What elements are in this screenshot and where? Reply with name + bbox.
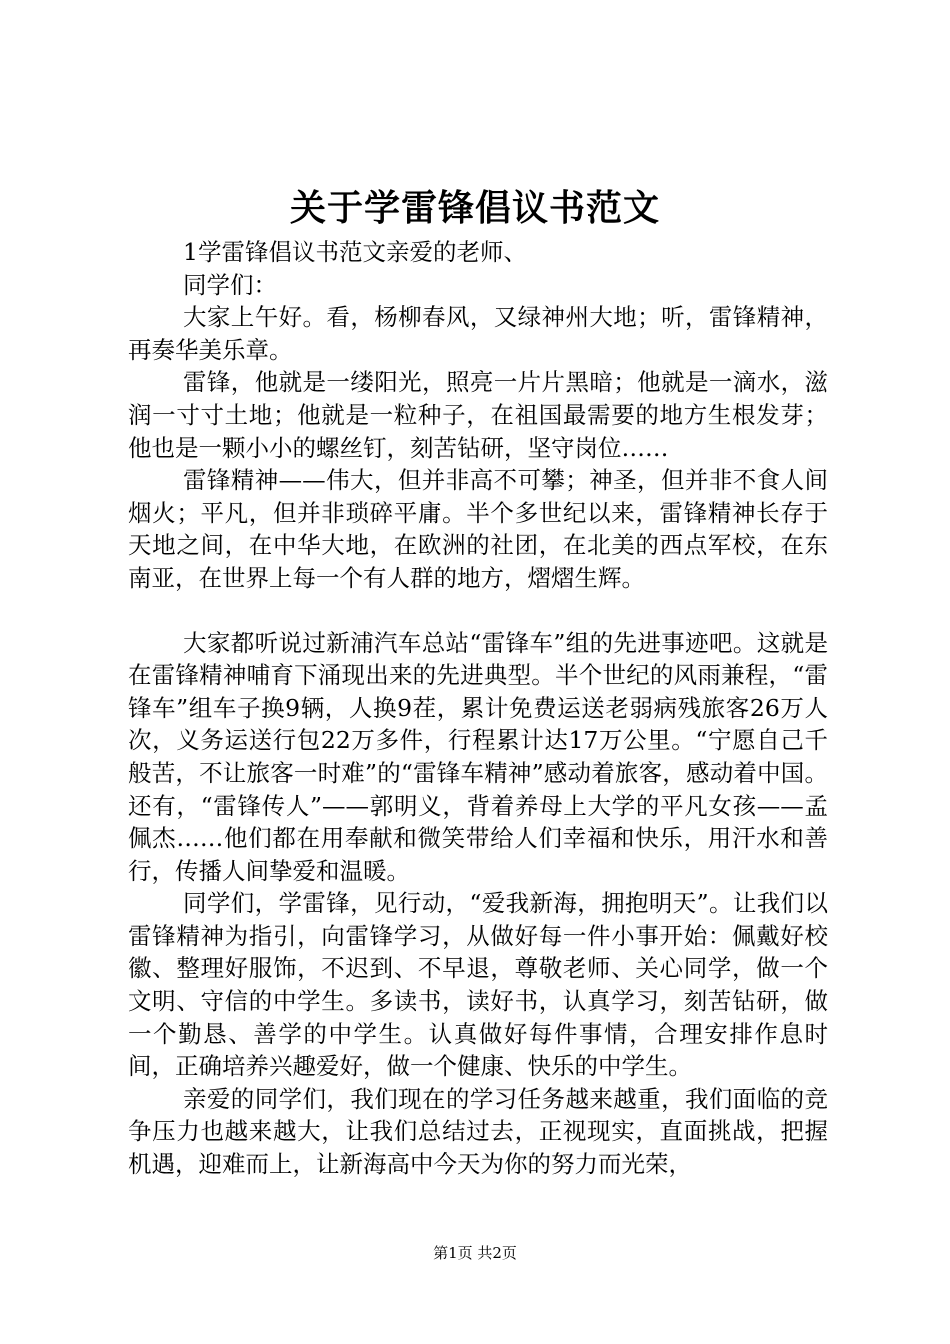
paragraph-salutation: 1学雷锋倡议书范文亲爱的老师、 xyxy=(183,238,527,266)
paragraph: 雷锋，他就是一缕阳光，照亮一片片黑暗；他就是一滴水，滋润一寸寸土地；他就是一粒种子，在祖国最需要的地方生根发芽；他也是一颗小小的螺丝钉，刻苦钻研，坚守岗位…… xyxy=(128,368,828,462)
paragraph: 大家上午好。看，杨柳春风，又绿神州大地；听，雷锋精神，再奏华美乐章。 xyxy=(128,303,828,364)
document-title: 关于学雷锋倡议书范文 xyxy=(289,187,660,229)
paragraph: 亲爱的同学们，我们现在的学习任务越来越重，我们面临的竞争压力也越来越大，让我们总结过去，正视现实，直面挑战，把握机遇，迎难而上，让新海高中今天为你的努力而光荣， xyxy=(128,1084,828,1179)
paragraph: 大家都听说过新浦汽车总站“雷锋车”组的先进事迹吧。这就是在雷锋精神哺育下涌现出来的先进典型。半个世纪的风雨兼程，“雷锋车”组车子换9辆，人换9茬，累计免费运送老弱病残旅客26万人次，义务运送行包22万多件，行程累计达17万公里。“宁愿自己千般苦，不让旅客一时难”的“雷锋车精神”感动着旅客，感动着中国。还有，“雷锋传人”——郭明义，背着养母上大学的平凡女孩——孟佩杰……他们都在用奉献和微笑带给人们幸福和快乐，用汗水和善行，传播人间挚爱和温暖。 xyxy=(128,628,828,885)
paragraph: 雷锋精神——伟大，但并非高不可攀；神圣，但并非不食人间烟火；平凡，但并非琐碎平庸。半个多世纪以来，雷锋精神长存于天地之间，在中华大地，在欧洲的社团，在北美的西点军校，在东南亚，在世界上每一个有人群的地方，熠熠生辉。 xyxy=(128,466,828,592)
paragraph: 同学们，学雷锋，见行动，“爱我新海，拥抱明天”。让我们以雷锋精神为指引，向雷锋学习，从做好每一件小事开始：佩戴好校徽、整理好服饰，不迟到、不早退，尊敬老师、关心同学，做一个文明、守信的中学生。多读书，读好书，认真学习，刻苦钻研，做一个勤恳、善学的中学生。认真做好每件事情，合理安排作息时间，正确培养兴趣爱好，做一个健康、快乐的中学生。 xyxy=(128,889,828,1081)
paragraph-salutation-cont: 同学们： xyxy=(183,270,277,299)
page-number-footer: 第1页 共2页 xyxy=(433,1244,517,1262)
document-body xyxy=(128,236,828,1181)
